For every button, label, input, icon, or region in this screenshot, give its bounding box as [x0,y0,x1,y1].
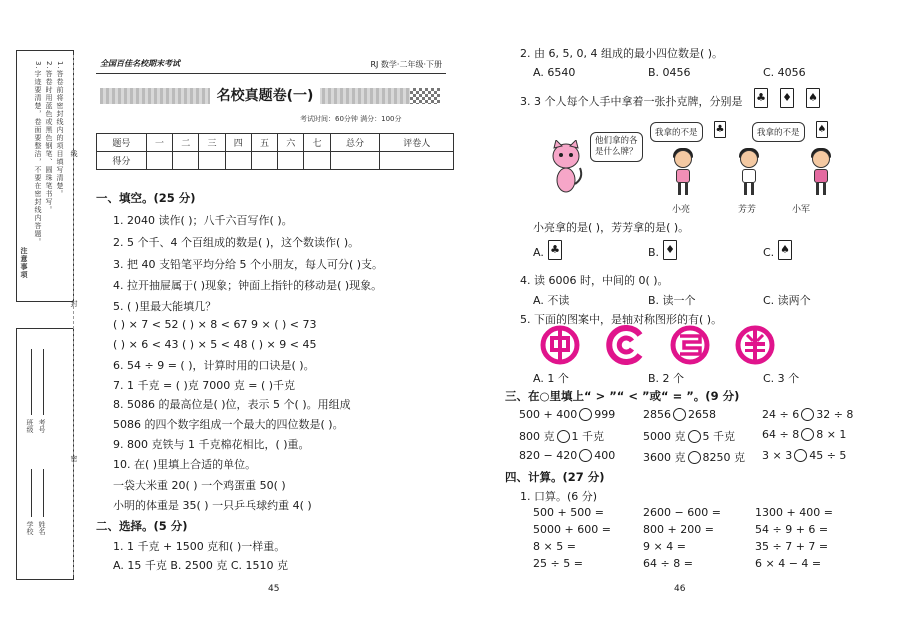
section-3-heading: 三、在○里填上“ > ”“ < ”或“ = ”。(9 分) [505,389,740,403]
compare-left: 820 − 420 [519,449,578,462]
calc-item: 2600 − 600 = [643,506,721,519]
section-4-heading: 四、计算。(27 分) [505,470,605,484]
school-label: 学校 [26,521,34,535]
calc-item: 800 + 200 = [643,523,714,536]
question-line: 3. 把 40 支铅笔平均分给 5 个小朋友，每人可分( )支。 [113,258,384,271]
q4-option-a[interactable]: A. 不读 [533,294,570,307]
school-underline [31,469,32,517]
compare-item [643,449,745,465]
club-card-icon[interactable]: ♣ [548,240,562,260]
question-line: 5. ( )里最大能填几？ [113,300,217,313]
calc-item: 8 × 5 = [533,540,576,553]
score-row-label: 得分 [97,152,147,170]
score-cell[interactable] [173,152,199,170]
score-cell[interactable] [304,152,330,170]
seal-mark-feng: 封 [70,300,78,307]
class-label: 班级 [26,419,34,433]
spade-card-icon: ♠ [806,88,820,108]
compare-right: 2658 [688,408,716,421]
spade-card-icon: ♠ [816,121,828,138]
question-line: 9. 800 克铁与 1 千克棉花相比，( )重。 [113,438,310,451]
compare-circle-blank[interactable] [557,430,570,443]
question-line: 2. 5 个千、4 个百组成的数是( )，这个数读作( )。 [113,236,360,249]
kid-name-fangfang: 芳芳 [738,205,757,215]
cat-icon [546,140,586,196]
compare-circle-blank[interactable] [688,451,701,464]
calc-item: 1300 + 400 = [755,506,833,519]
speech-bubble-2-text: 我拿的不是 [757,128,800,138]
q4-option-b[interactable]: B. 读一个 [648,294,696,307]
compare-item [519,408,615,421]
spade-card-icon[interactable]: ♠ [778,240,792,260]
calc-item: 54 ÷ 9 + 6 = [755,523,829,536]
paper-title: 名校真题卷(一) [210,85,320,105]
compare-left: 24 ÷ 6 [762,408,800,421]
club-card-icon: ♣ [714,121,726,138]
compare-circle-blank[interactable] [688,430,701,443]
notice-box [16,50,74,302]
compare-left: 64 ÷ 8 [762,428,800,441]
q3-option-a-label[interactable]: A. [533,246,544,259]
score-head-cell: 六 [278,134,304,152]
series-name: 全国百佳名校期末考试 [100,59,180,68]
compare-left: 500 + 400 [519,408,578,421]
left-page-header [96,56,446,74]
calc-item: 500 + 500 = [533,506,604,519]
compare-left: 2856 [643,408,671,421]
compare-item [762,449,846,462]
q4-option-c[interactable]: C. 读两个 [763,294,811,307]
compare-circle-blank[interactable] [579,449,592,462]
calc-item: 25 ÷ 5 = [533,557,583,570]
compare-item [643,408,716,421]
score-head-cell: 四 [225,134,251,152]
cat-speech-bubble: 他们拿的各 是什么牌？ [590,132,643,162]
page-number-left: 45 [268,584,280,594]
score-head-cell: 三 [199,134,225,152]
notice-line-2: 2.答卷时用蓝色或黑色钢笔、圆珠笔书写。 [45,61,53,214]
score-cell[interactable] [330,152,380,170]
compare-item [643,428,735,444]
notice-line-1: 1.答卷前将密封线内的项目填写清楚。 [56,61,64,198]
icbc-logo-icon [670,325,710,365]
question-line: 10. 在( )里填上合适的单位。 [113,458,257,471]
question-line: 6. 54 ÷ 9 = ( )，计算时用的口诀是( )。 [113,359,315,372]
score-cell[interactable] [380,152,454,170]
agricultural-bank-logo-icon [735,325,775,365]
compare-item [519,449,615,462]
number-label: 考号 [38,419,46,433]
question-line: 4. 拉开抽屉属于( )现象；钟面上指针的移动是( )现象。 [113,279,383,292]
q4-stem: 4. 读 6006 时，中间的 0( )。 [520,274,669,287]
question-line: 8. 5086 的最高位是( )位，表示 5 个( )。用组成 [113,398,351,411]
calc-item: 35 ÷ 7 + 7 = [755,540,829,553]
binding-strip [16,50,74,580]
compare-right: 32 ÷ 8 [816,408,854,421]
seal-dash-line [73,55,74,575]
kid-name-xiaoliang: 小亮 [672,205,691,215]
score-table [96,133,454,170]
q5-option-c[interactable]: C. 3 个 [763,372,800,385]
question-line: ( ) × 6 < 43 ( ) × 5 < 48 ( ) × 9 < 45 [113,338,317,351]
exam-info: 考试时间：60分钟 满分：100分 [300,115,402,123]
compare-left: 3 × 3 [762,449,793,462]
score-head-cell: 二 [173,134,199,152]
compare-item [762,408,853,421]
score-cell[interactable] [146,152,172,170]
name-underline [43,469,44,517]
score-cell[interactable] [199,152,225,170]
compare-right: 400 [594,449,616,462]
boy-xiaojun-figure [810,150,832,198]
q2-option-c[interactable]: C. 4056 [763,66,806,79]
compare-right: 999 [594,408,616,421]
notice-title: 注意事项 [20,247,28,279]
section-heading: 一、填空。(25 分) [96,191,196,205]
seal-mark-mi: 密 [70,455,78,462]
q3-question: 小亮拿的是( )，芳芳拿的是( )。 [533,221,690,234]
score-head-cell: 五 [251,134,277,152]
q5-stem: 5. 下面的图案中，是轴对称图形的有( )。 [520,313,723,326]
compare-circle-blank[interactable] [673,408,686,421]
number-underline [43,349,44,415]
question-line: A. 15 千克 B. 2500 克 C. 1510 克 [113,559,289,572]
diamond-card-icon[interactable]: ♦ [663,240,677,260]
oral-calc-heading: 1. 口算。(6 分) [520,490,598,503]
boy-xiaoliang-figure [672,150,694,198]
notice-line-3: 3.字迹要清楚，卷面要整洁，不要在密封线内答题。 [34,61,42,246]
score-cell[interactable] [278,152,304,170]
question-line: 1. 2040 读作( )；八千六百写作( )。 [113,214,293,227]
calc-item: 6 × 4 − 4 = [755,557,822,570]
question-line: 5086 的四个数字组成一个最大的四位数是( )。 [113,418,344,431]
compare-circle-blank[interactable] [801,428,814,441]
score-header-row [97,134,454,152]
student-info-box [16,328,74,580]
club-card-icon: ♣ [754,88,768,108]
q2-stem: 2. 由 6, 5, 0, 4 组成的最小四位数是( )。 [520,47,724,60]
score-head-cell: 题号 [97,134,147,152]
compare-right: 1 千克 [571,430,604,443]
q2-option-b[interactable]: B. 0456 [648,66,691,79]
calc-item: 5000 + 600 = [533,523,611,536]
question-line: 7. 1 千克 = ( )克 7000 克 = ( )千克 [113,379,296,392]
compare-circle-blank[interactable] [794,449,807,462]
q3-option-b-label[interactable]: B. [648,246,660,259]
compare-left: 800 克 [519,430,555,443]
seal-mark-line: 线 [70,150,78,157]
q5-option-b[interactable]: B. 2 个 [648,372,685,385]
question-line: 一袋大米重 20( ) 一个鸡蛋重 50( ) [113,479,286,492]
diamond-card-icon: ♦ [780,88,794,108]
q3-stem: 3. 3 个人每个人手中拿着一张扑克牌，分别是 [520,95,743,108]
score-cell[interactable] [251,152,277,170]
score-cell[interactable] [225,152,251,170]
compare-item [762,428,846,441]
speech-bubble-1-text: 我拿的不是 [655,128,698,138]
checker-pattern [410,88,440,104]
score-head-cell: 总分 [330,134,380,152]
q2-option-a[interactable]: A. 6540 [533,66,576,79]
speech-bubble-2 [752,122,805,142]
compare-left: 5000 克 [643,430,686,443]
compare-circle-blank[interactable] [801,408,814,421]
class-underline [31,349,32,415]
compare-left: 3600 克 [643,451,686,464]
score-value-row [97,152,454,170]
calc-item: 64 ÷ 8 = [643,557,693,570]
q5-option-a[interactable]: A. 1 个 [533,372,569,385]
edition-tag: RJ 数学·二年级·下册 [370,60,442,69]
compare-circle-blank[interactable] [579,408,592,421]
calc-item: 9 × 4 = [643,540,686,553]
bank-of-china-logo-icon [540,325,580,365]
question-line: ( ) × 7 < 52 ( ) × 8 < 67 9 × ( ) < 73 [113,318,317,331]
question-line: 小明的体重是 35( ) 一只乒乓球约重 4( ) [113,499,312,512]
name-label: 姓名 [38,521,46,535]
kid-name-xiaojun: 小军 [792,205,811,215]
compare-right: 8 × 1 [816,428,847,441]
score-head-cell: 评卷人 [380,134,454,152]
score-head-cell: 一 [146,134,172,152]
compare-item [519,428,604,444]
compare-right: 8250 克 [702,451,745,464]
page-number-right: 46 [674,584,686,594]
question-line: 1. 1 千克 + 1500 克和( )一样重。 [113,540,286,553]
girl-fangfang-figure [738,150,760,198]
compare-right: 45 ÷ 5 [809,449,847,462]
compare-right: 5 千克 [702,430,735,443]
section-heading: 二、选择。(5 分) [96,519,188,533]
speech-bubble-1 [650,122,703,142]
construction-bank-logo-icon [606,325,646,365]
q3-option-c-label[interactable]: C. [763,246,775,259]
score-head-cell: 七 [304,134,330,152]
